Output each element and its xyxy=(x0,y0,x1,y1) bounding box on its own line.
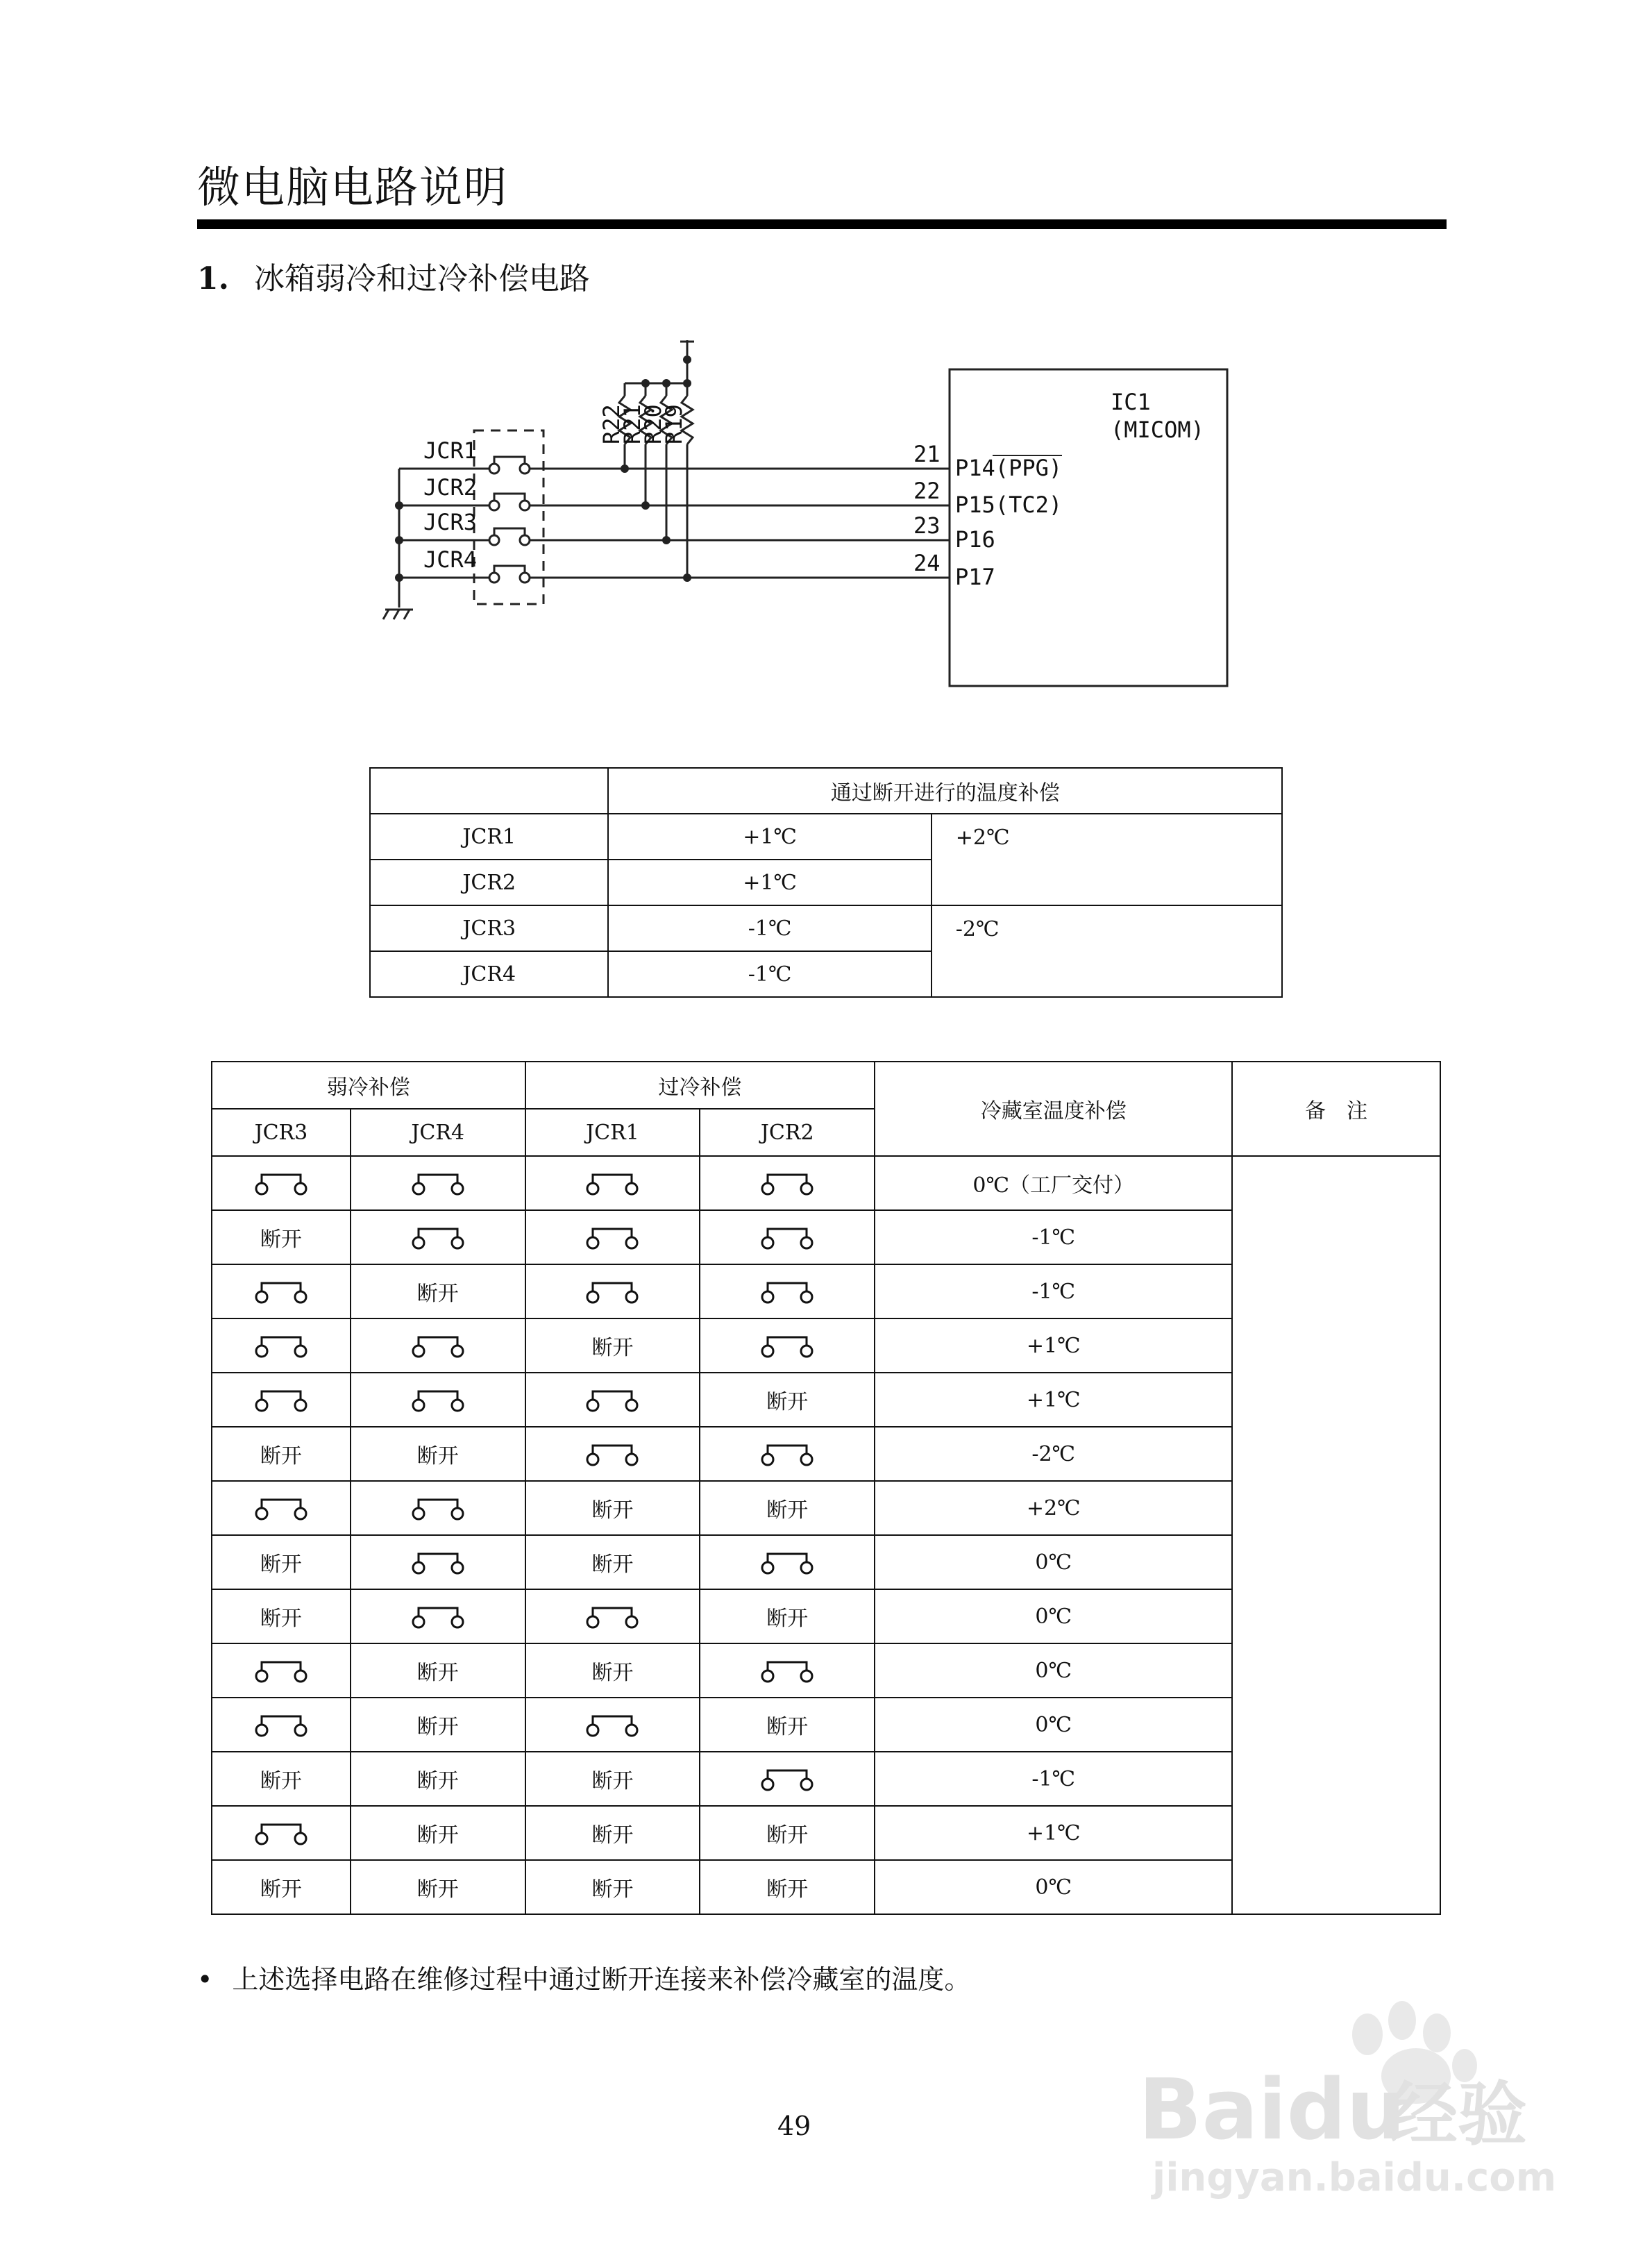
col-header: JCR2 xyxy=(700,1109,875,1156)
section-number: 1. xyxy=(197,261,229,296)
note-cell xyxy=(1232,1156,1440,1914)
jumper-open-cell: 断开 xyxy=(525,1535,700,1589)
corner-cell xyxy=(370,768,608,814)
jumper-open-cell: 断开 xyxy=(212,1589,351,1643)
jumper-closed-icon xyxy=(525,1427,700,1481)
section-heading xyxy=(197,253,590,298)
port-label: P17 xyxy=(955,564,995,590)
jumper-closed-icon xyxy=(351,1589,525,1643)
temp-value: -1℃ xyxy=(875,1752,1232,1806)
temp-header: 冷藏室温度补偿 xyxy=(875,1062,1232,1156)
jumper-open-cell: 断开 xyxy=(525,1318,700,1373)
note-line xyxy=(197,1958,970,1996)
jumper-open-cell: 断开 xyxy=(700,1481,875,1535)
jumper-closed-icon xyxy=(212,1806,351,1860)
watermark-brand-cn: 经验 xyxy=(1388,2074,1527,2155)
pin-number: 21 xyxy=(913,441,941,467)
jumper-open-cell: 断开 xyxy=(351,1698,525,1752)
pin-number: 23 xyxy=(913,512,941,539)
port-label: P16 xyxy=(955,526,995,553)
bullet: • xyxy=(197,1964,213,1995)
jumper-open-cell: 断开 xyxy=(351,1427,525,1481)
jumper-label: JCR3 xyxy=(423,509,478,535)
jumper-closed-icon xyxy=(212,1156,351,1210)
jumper-open-cell: 断开 xyxy=(212,1535,351,1589)
jumper-open-cell: 断开 xyxy=(700,1698,875,1752)
jumper-closed-icon xyxy=(212,1643,351,1698)
col-header: JCR3 xyxy=(212,1109,351,1156)
temp-value: -1℃ xyxy=(875,1264,1232,1318)
page-title: 微电脑电路说明 xyxy=(197,162,509,212)
jumper-closed-icon xyxy=(351,1318,525,1373)
jumper-name: JCR3 xyxy=(370,905,608,951)
temp-value: -2℃ xyxy=(875,1427,1232,1481)
temp-value: +1℃ xyxy=(875,1373,1232,1427)
jumper-closed-icon xyxy=(351,1481,525,1535)
compensation-table xyxy=(369,767,1283,998)
jumper-label: JCR4 xyxy=(423,546,478,573)
combination-table xyxy=(211,1061,1441,1915)
jumper-open-cell: 断开 xyxy=(700,1589,875,1643)
jumper-closed-icon xyxy=(700,1318,875,1373)
table-row xyxy=(212,1156,1440,1210)
jumper-open-cell: 断开 xyxy=(351,1806,525,1860)
jumper-closed-icon xyxy=(525,1210,700,1264)
jumper-open-cell: 断开 xyxy=(351,1643,525,1698)
pin-number: 22 xyxy=(913,478,941,504)
table1-header: 通过断开进行的温度补偿 xyxy=(608,768,1282,814)
jumper-closed-icon xyxy=(525,1156,700,1210)
jumper-open-cell: 断开 xyxy=(351,1752,525,1806)
pin-number: 24 xyxy=(913,550,941,576)
col-header: JCR4 xyxy=(351,1109,525,1156)
jumper-value: +1℃ xyxy=(608,860,931,905)
jumper-label: JCR1 xyxy=(423,437,478,464)
jumper-open-cell: 断开 xyxy=(525,1481,700,1535)
note-text: 上述选择电路在维修过程中通过断开连接来补偿冷藏室的温度。 xyxy=(232,1964,971,1995)
group-value: -2℃ xyxy=(932,905,1282,997)
jumper-closed-icon xyxy=(525,1264,700,1318)
temp-value: 0℃ xyxy=(875,1698,1232,1752)
jumper-open-cell: 断开 xyxy=(525,1752,700,1806)
temp-value: 0℃ xyxy=(875,1589,1232,1643)
port-label: P15(TC2) xyxy=(955,492,1063,518)
jumper-value: -1℃ xyxy=(608,905,931,951)
jumper-closed-icon xyxy=(351,1373,525,1427)
jumper-closed-icon xyxy=(700,1643,875,1698)
jumper-open-cell: 断开 xyxy=(212,1752,351,1806)
temp-value: 0℃ xyxy=(875,1643,1232,1698)
jumper-open-cell: 断开 xyxy=(212,1860,351,1914)
resistor-label: R22 xyxy=(598,404,625,444)
temp-value: +1℃ xyxy=(875,1318,1232,1373)
jumper-open-cell: 断开 xyxy=(700,1806,875,1860)
jumper-closed-icon xyxy=(700,1752,875,1806)
jumper-closed-icon xyxy=(700,1535,875,1589)
jumper-name: JCR1 xyxy=(370,814,608,860)
watermark-url: jingyan.baidu.com xyxy=(1152,2155,1557,2200)
resistor-label: R21 xyxy=(619,404,646,444)
temp-value: 0℃（工厂交付） xyxy=(875,1156,1232,1210)
resistor-label: R20 xyxy=(640,404,666,444)
jumper-closed-icon xyxy=(700,1156,875,1210)
over-cool-header: 过冷补偿 xyxy=(525,1062,875,1109)
note-header: 备 注 xyxy=(1232,1062,1440,1156)
jumper-closed-icon xyxy=(700,1264,875,1318)
jumper-name: JCR4 xyxy=(370,951,608,997)
jumper-open-cell: 断开 xyxy=(700,1373,875,1427)
jumper-closed-icon xyxy=(212,1264,351,1318)
jumper-closed-icon xyxy=(700,1210,875,1264)
jumper-closed-icon xyxy=(525,1373,700,1427)
watermark-brand: Baidu xyxy=(1138,2062,1406,2159)
jumper-open-cell: 断开 xyxy=(525,1806,700,1860)
jumper-switches xyxy=(489,457,530,583)
section-title: 冰箱弱冷和过冷补偿电路 xyxy=(253,261,590,296)
weak-cool-header: 弱冷补偿 xyxy=(212,1062,525,1109)
ic-sublabel: (MICOM) xyxy=(1111,417,1204,443)
jumper-open-cell: 断开 xyxy=(525,1643,700,1698)
resistor-label: R19 xyxy=(661,404,687,444)
baidu-watermark xyxy=(1138,1993,1583,2201)
port-label: P14(PPG) xyxy=(955,455,1063,481)
jumper-open-cell: 断开 xyxy=(351,1860,525,1914)
temp-value: 0℃ xyxy=(875,1535,1232,1589)
group-value: +2℃ xyxy=(932,814,1282,905)
page-number: 49 xyxy=(777,2111,811,2141)
jumper-closed-icon xyxy=(351,1535,525,1589)
jumper-label: JCR2 xyxy=(423,474,478,501)
jumper-closed-icon xyxy=(212,1698,351,1752)
temp-value: +2℃ xyxy=(875,1481,1232,1535)
jumper-value: +1℃ xyxy=(608,814,931,860)
jumper-open-cell: 断开 xyxy=(525,1860,700,1914)
jumper-closed-icon xyxy=(212,1373,351,1427)
ic-label: IC1 xyxy=(1111,389,1151,415)
jumper-closed-icon xyxy=(525,1589,700,1643)
temp-value: 0℃ xyxy=(875,1860,1232,1914)
jumper-open-cell: 断开 xyxy=(212,1427,351,1481)
jumper-closed-icon xyxy=(525,1698,700,1752)
jumper-name: JCR2 xyxy=(370,860,608,905)
jumper-open-cell: 断开 xyxy=(212,1210,351,1264)
jumper-closed-icon xyxy=(212,1481,351,1535)
jumper-value: -1℃ xyxy=(608,951,931,997)
jumper-closed-icon xyxy=(351,1210,525,1264)
col-header: JCR1 xyxy=(525,1109,700,1156)
jumper-closed-icon xyxy=(351,1156,525,1210)
temp-value: -1℃ xyxy=(875,1210,1232,1264)
jumper-closed-icon xyxy=(700,1427,875,1481)
combination-rows xyxy=(212,1156,1440,1914)
jumper-closed-icon xyxy=(212,1318,351,1373)
jumper-open-cell: 断开 xyxy=(351,1264,525,1318)
temp-value: +1℃ xyxy=(875,1806,1232,1860)
jumper-open-cell: 断开 xyxy=(700,1860,875,1914)
circuit-diagram xyxy=(361,333,1277,722)
title-rule xyxy=(197,219,1447,229)
